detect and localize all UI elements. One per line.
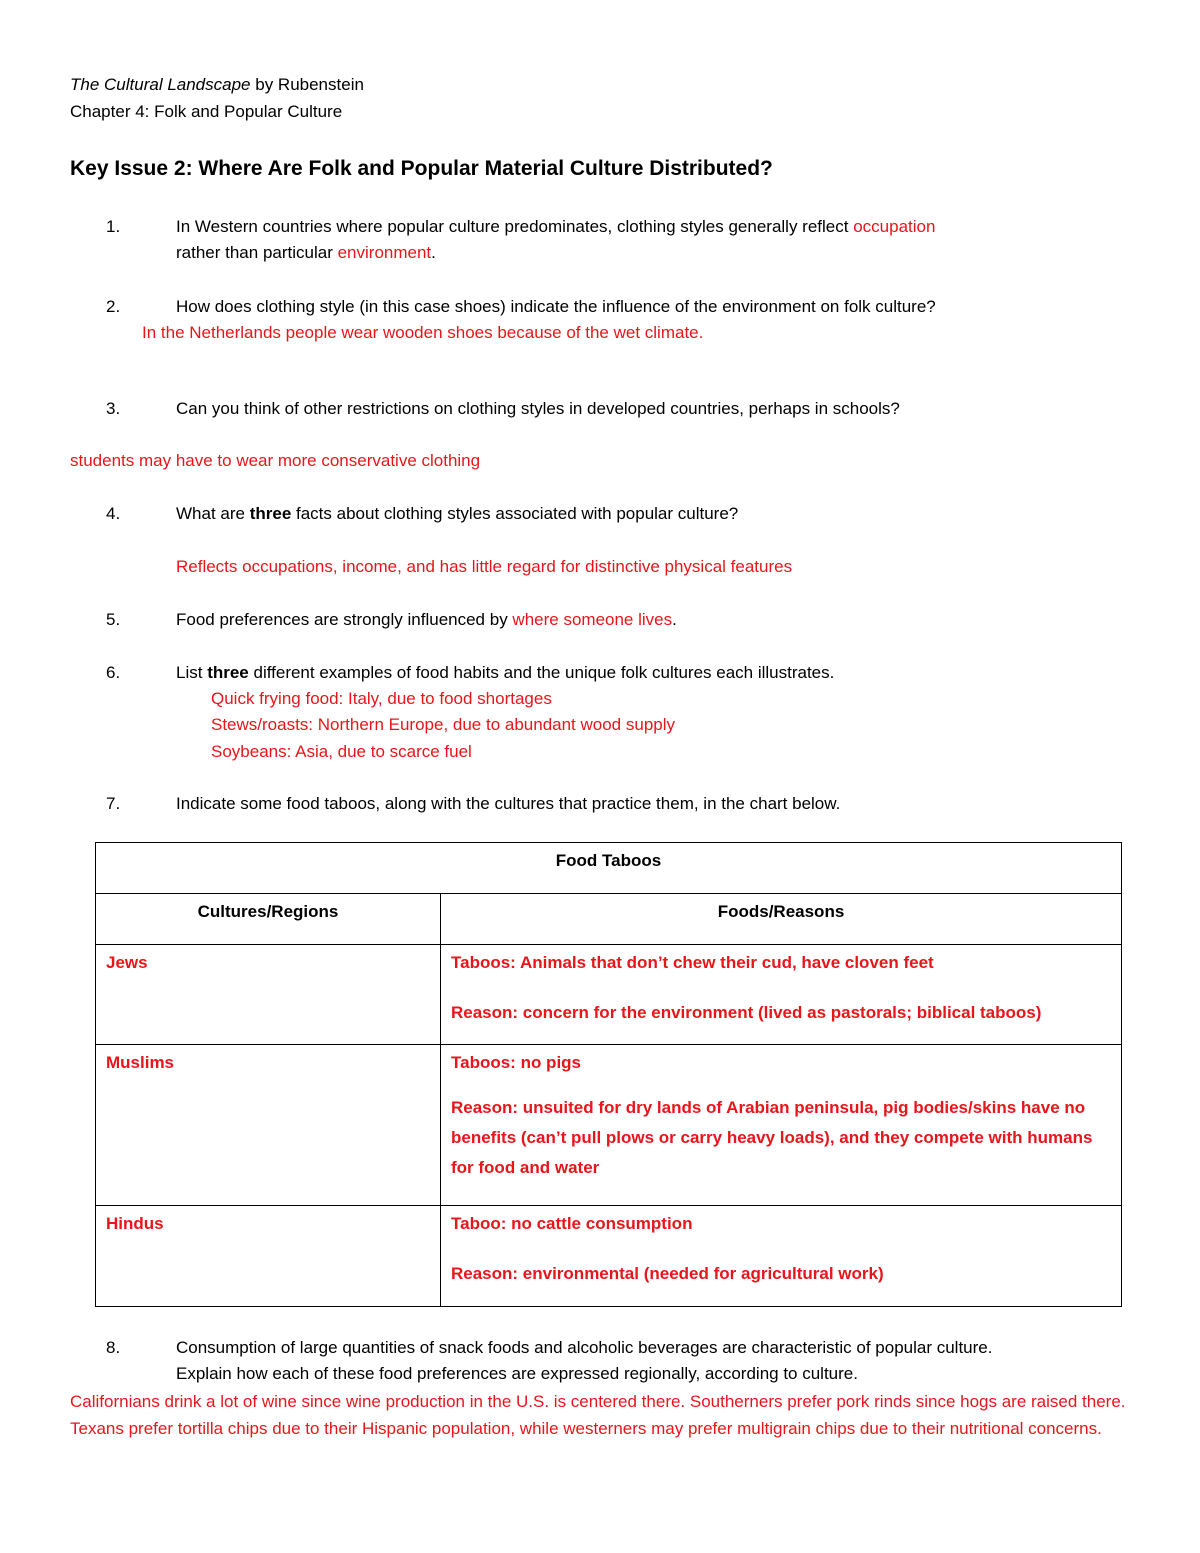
reason-text: Reason: concern for the environment (lived as pastorals; biblical taboos)	[451, 1003, 1042, 1022]
q5-number: 5.	[106, 610, 121, 629]
q1-period: .	[431, 243, 436, 262]
culture-cell: Hindus	[96, 1206, 441, 1307]
table-row	[96, 1045, 1122, 1206]
foods-cell	[441, 1206, 1122, 1307]
culture-cell: Jews	[96, 945, 441, 1045]
q7-text: Indicate some food taboos, along with the cultures that practice them, in the chart below.	[176, 794, 841, 813]
q4-text-a: What are	[176, 504, 250, 523]
q5-answer: where someone lives	[512, 610, 673, 629]
q1-text: In Western countries where popular culture predominates, clothing styles generally reflect	[176, 217, 854, 236]
q3-answer: students may have to wear more conservative clothing	[70, 451, 481, 470]
q5-period: .	[672, 610, 677, 629]
key-issue-heading: Key Issue 2: Where Are Folk and Popular Material Culture Distributed?	[70, 157, 773, 180]
taboo-text: Taboos: Animals that don’t chew their cud, have cloven feet	[451, 953, 934, 972]
foods-cell	[441, 1045, 1122, 1206]
q3-number: 3.	[106, 399, 121, 418]
food-taboos-table	[95, 842, 1122, 1307]
q8-text-line2: Explain how each of these food preferences are expressed regionally, according to culture.	[176, 1364, 858, 1383]
q1-text-cont: rather than particular	[176, 243, 338, 262]
foods-cell	[441, 945, 1122, 1045]
q3-text: Can you think of other restrictions on clothing styles in developed countries, perhaps in schools?	[176, 399, 900, 418]
q4-text-b: facts about clothing styles associated with popular culture?	[291, 504, 739, 523]
q1-text-line2	[176, 242, 436, 264]
q6-text-b: different examples of food habits and the unique folk cultures each illustrates.	[248, 663, 835, 682]
q6-answer-2: Stews/roasts: Northern Europe, due to abundant wood supply	[211, 715, 676, 734]
q1-number: 1.	[106, 217, 121, 236]
q4-answer: Reflects occupations, income, and has little regard for distinctive physical features	[176, 557, 793, 576]
chapter-line: Chapter 4: Folk and Popular Culture	[70, 102, 343, 121]
q6-number: 6.	[106, 663, 121, 682]
q2-answer: In the Netherlands people wear wooden shoes because of the wet climate.	[142, 323, 704, 342]
q7-number: 7.	[106, 794, 121, 813]
q8-answer: Californians drink a lot of wine since wine production in the U.S. is centered there. Southerners prefer pork rinds since hogs are raised there. Texans prefer tortilla chips due to their Hispanic population, while westerners may prefer multigrain chips due to their nutritional concerns.	[70, 1392, 1126, 1438]
table-title: Food Taboos	[96, 843, 1122, 894]
q6-answer-1: Quick frying food: Italy, due to food shortages	[211, 689, 552, 708]
table-title-row	[96, 843, 1122, 894]
q6-text-a: List	[176, 663, 208, 682]
book-author: by Rubenstein	[250, 75, 364, 94]
q5-text	[176, 609, 677, 631]
q4-bold-three: three	[249, 504, 292, 523]
q5-text-a: Food preferences are strongly influenced by	[176, 610, 513, 629]
reason-text: Reason: unsuited for dry lands of Arabian peninsula, pig bodies/skins have no benefits (can’t pull plows or carry heavy loads), and they compete with humans for food and water	[451, 1098, 1093, 1177]
book-reference	[70, 74, 364, 96]
column-header-cultures: Cultures/Regions	[96, 894, 441, 945]
q8-number: 8.	[106, 1338, 121, 1357]
q1-answer-occupation: occupation	[853, 217, 936, 236]
q1-answer-environment: environment	[337, 243, 432, 262]
q1-text-line1	[176, 216, 935, 238]
q2-text: How does clothing style (in this case shoes) indicate the influence of the environment on folk culture?	[176, 297, 936, 316]
taboo-text: Taboo: no cattle consumption	[451, 1214, 693, 1233]
reason-text: Reason: environmental (needed for agricultural work)	[451, 1264, 884, 1283]
culture-cell: Muslims	[96, 1045, 441, 1206]
q4-number: 4.	[106, 504, 121, 523]
column-header-foods: Foods/Reasons	[441, 894, 1122, 945]
q6-text	[176, 662, 834, 684]
table-header-row	[96, 894, 1122, 945]
q2-number: 2.	[106, 297, 121, 316]
q6-answer-3: Soybeans: Asia, due to scarce fuel	[211, 742, 472, 761]
taboo-text: Taboos: no pigs	[451, 1053, 582, 1072]
q6-bold-three: three	[207, 663, 249, 682]
table-row	[96, 945, 1122, 1045]
book-title: The Cultural Landscape	[70, 75, 251, 94]
q4-text	[176, 503, 738, 525]
table-row	[96, 1206, 1122, 1307]
q8-text-line1: Consumption of large quantities of snack foods and alcoholic beverages are characteristic of popular culture.	[176, 1338, 993, 1357]
